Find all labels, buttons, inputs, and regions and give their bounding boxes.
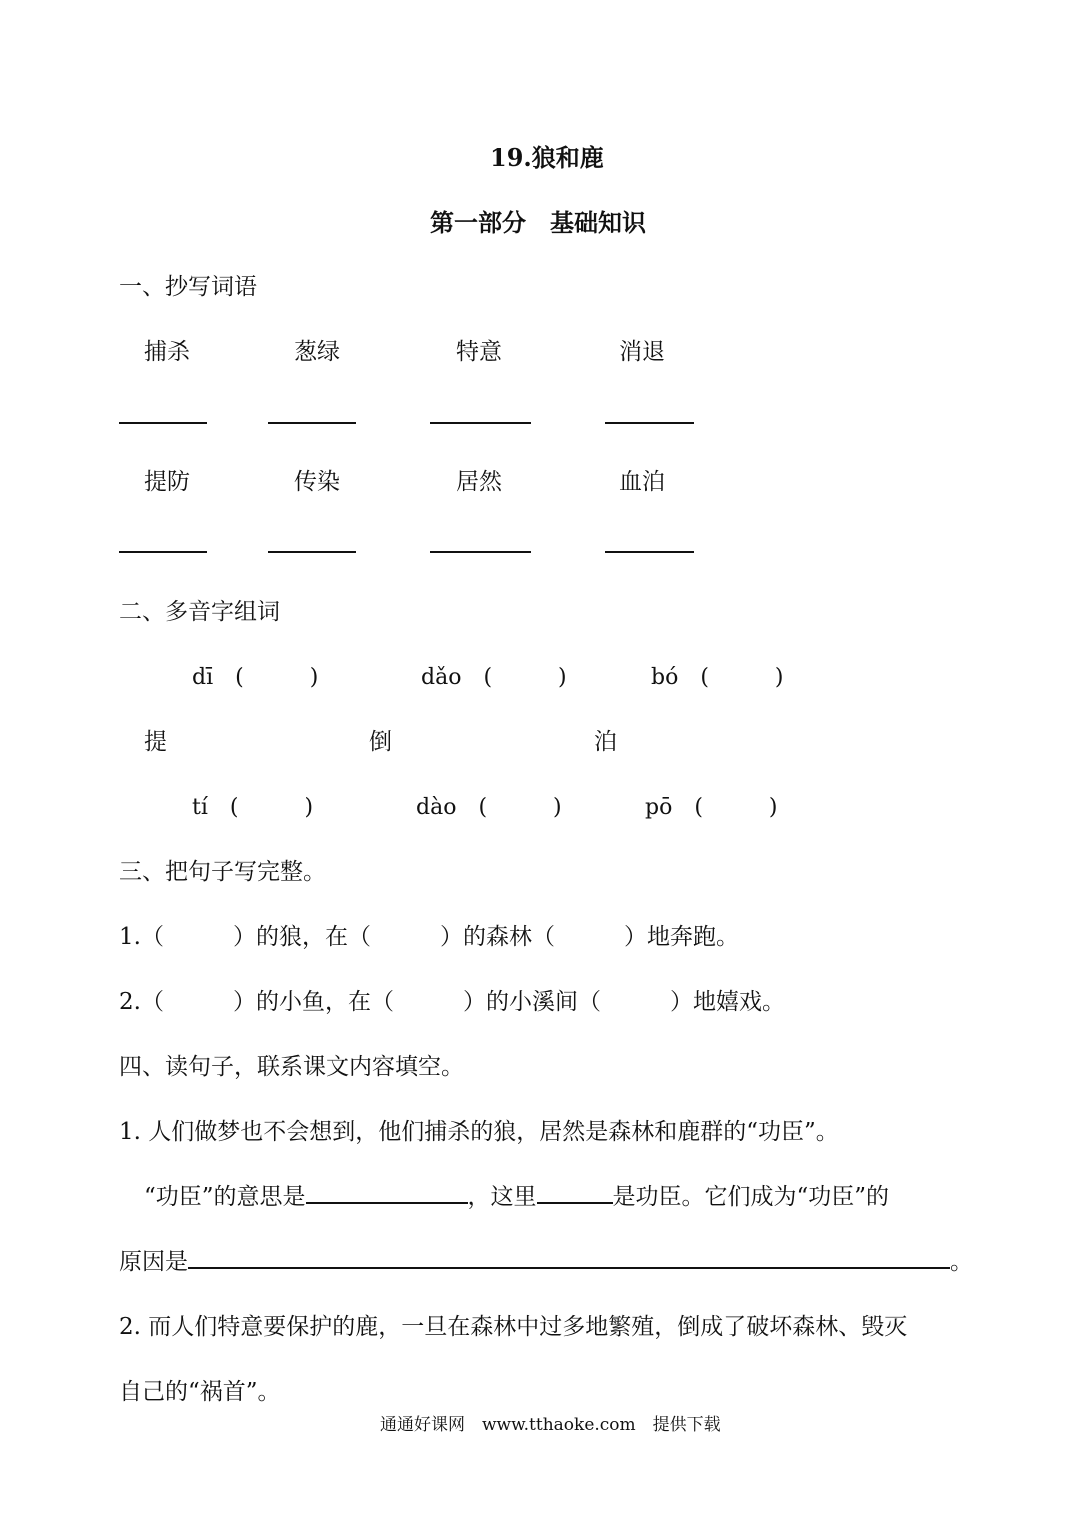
word-item: 传染 — [294, 469, 340, 495]
copy-blank[interactable] — [268, 422, 356, 424]
hero-blank[interactable] — [537, 1179, 613, 1204]
copy-blank[interactable] — [605, 551, 694, 553]
section1-heading: 一、抄写词语 — [119, 274, 257, 300]
section4-heading: 四、读句子，联系课文内容填空。 — [119, 1054, 464, 1080]
copy-blank[interactable] — [430, 422, 531, 424]
copy-blank[interactable] — [119, 551, 207, 553]
sentence-item[interactable]: 2.（ ）的小鱼，在（ ）的小溪间（ ）地嬉戏。 — [119, 989, 785, 1015]
meaning-blank[interactable] — [306, 1179, 468, 1204]
word-item: 捕杀 — [144, 339, 190, 365]
question-2-line-2: 自己的“祸首”。 — [119, 1379, 281, 1405]
word-item: 葱绿 — [294, 339, 340, 365]
question-2-line-1: 2. 而人们特意要保护的鹿，一旦在森林中过多地繁殖，倒成了破坏森林、毁灭 — [119, 1314, 908, 1340]
polyphone-char: 提 — [144, 729, 167, 755]
pinyin-blank[interactable]: bó ( ) — [651, 665, 784, 690]
question-1-line-a — [144, 1178, 889, 1211]
footer-credit: 通通好课网 www.tthaoke.com 提供下载 — [380, 1415, 721, 1435]
pinyin-blank[interactable]: dī ( ) — [192, 665, 319, 690]
word-item: 居然 — [456, 469, 502, 495]
q1-end-mark: 。 — [950, 1249, 973, 1275]
q1-label-here: ，这里 — [467, 1184, 537, 1210]
copy-blank[interactable] — [119, 422, 207, 424]
q1-label-meaning: “功臣”的意思是 — [144, 1184, 306, 1210]
page-title: 19.狼和鹿 — [490, 143, 604, 172]
section2-heading: 二、多音字组词 — [119, 599, 280, 625]
q1-label-reason: 原因是 — [119, 1249, 188, 1275]
word-item: 提防 — [144, 469, 190, 495]
reason-blank[interactable] — [188, 1244, 950, 1269]
word-item: 血泊 — [619, 469, 665, 495]
question-1: 1. 人们做梦也不会想到，他们捕杀的狼，居然是森林和鹿群的“功臣”。 — [119, 1119, 839, 1145]
copy-blank[interactable] — [430, 551, 531, 553]
question-1-line-b — [119, 1243, 973, 1276]
copy-blank[interactable] — [605, 422, 694, 424]
q1-label-reason-lead: 是功臣。它们成为“功臣”的 — [612, 1184, 890, 1210]
pinyin-blank[interactable]: pō ( ) — [645, 795, 778, 820]
word-item: 特意 — [456, 339, 502, 365]
polyphone-char: 倒 — [369, 729, 392, 755]
section3-heading: 三、把句子写完整。 — [119, 859, 326, 885]
copy-blank[interactable] — [268, 551, 356, 553]
pinyin-blank[interactable]: tí ( ) — [192, 795, 314, 820]
pinyin-blank[interactable]: dǎo ( ) — [421, 665, 567, 690]
pinyin-blank[interactable]: dào ( ) — [416, 795, 562, 820]
sentence-item[interactable]: 1.（ ）的狼，在（ ）的森林（ ）地奔跑。 — [119, 924, 739, 950]
word-item: 消退 — [619, 339, 665, 365]
polyphone-char: 泊 — [594, 729, 617, 755]
part-title: 第一部分 基础知识 — [430, 208, 646, 237]
